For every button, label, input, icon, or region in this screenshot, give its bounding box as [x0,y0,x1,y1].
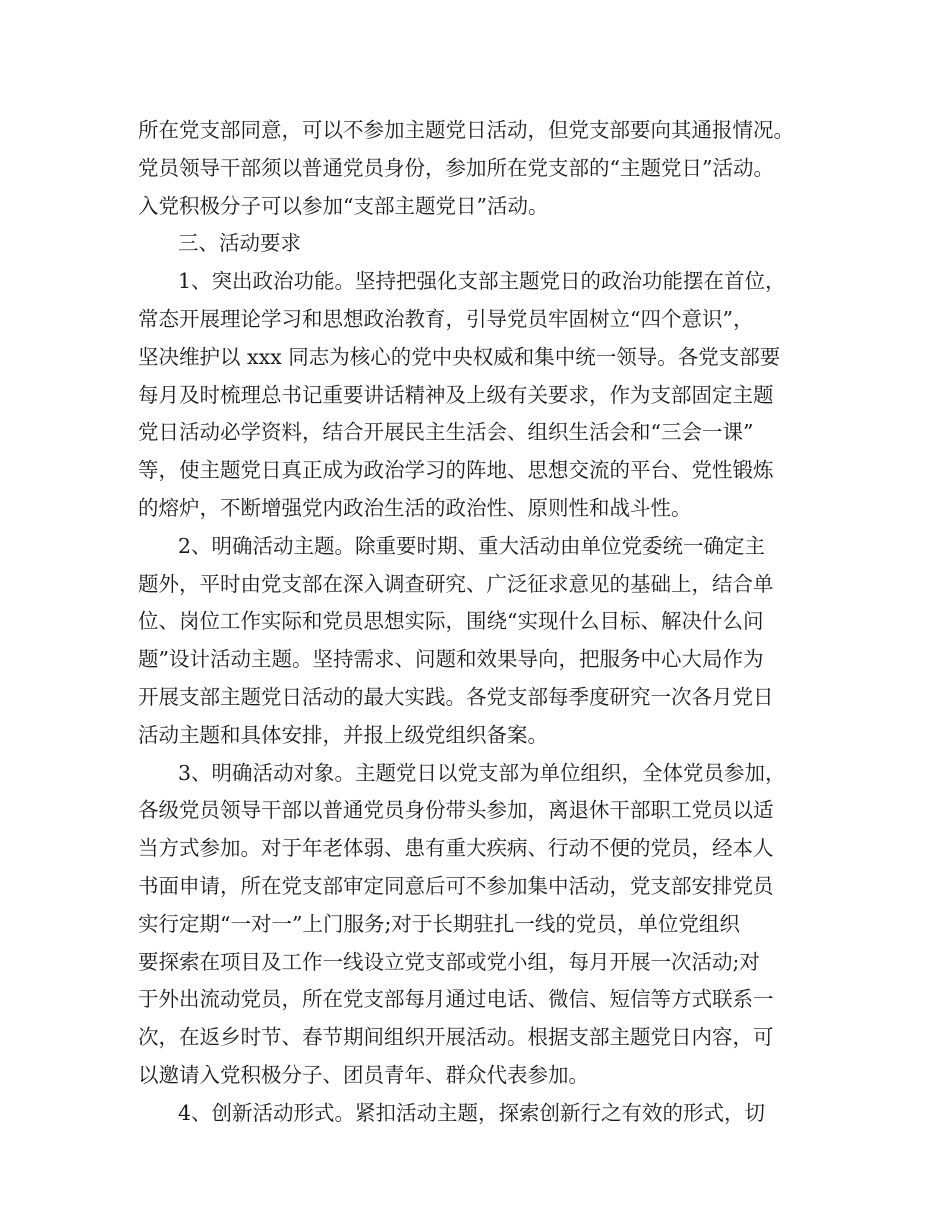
text-line: 的熔炉，不断增强党内政治生活的政治性、原则性和战斗性。 [138,495,692,520]
text-line: 所在党支部同意，可以不参加主题党日活动，但党支部要向其通报情况。 [138,118,794,142]
text-line: 题外，平时由党支部在深入调查研究、广泛征求意见的基础上，结合单 [138,571,774,596]
document-body [138,112,818,1133]
text-line: 要探索在项目及工作一线设立党支部或党小组，每月开展一次活动;对 [138,949,760,974]
text-line: 位、岗位工作实际和党员思想实际，围绕“实现什么目标、解决什么问 [138,609,764,634]
text-line: 次，在返乡时节、春节期间组织开展活动。根据支部主题党日内容，可 [138,1025,774,1050]
text-line: 于外出流动党员，所在党支部每月通过电话、微信、短信等方式联系一 [138,987,774,1012]
text-line: 党日活动必学资料，结合开展民主生活会、组织生活会和“三会一课” [138,420,754,445]
text-line: 等，使主题党日真正成为政治学习的阵地、思想交流的平台、党性锻炼 [138,458,774,483]
text-line: 各级党员领导干部以普通党员身份带头参加，离退休干部职工党员以适 [138,798,774,823]
text-line: 题”设计活动主题。坚持需求、问题和效果导向，把服务中心大局作为 [138,647,764,672]
section-heading: 三、活动要求 [178,231,301,256]
text-line: 入党积极分子可以参加“支部主题党日”活动。 [138,193,549,218]
text-line: 党员领导干部须以普通党员身份，参加所在党支部的“主题党日”活动。 [138,155,774,180]
text-line: 开展支部主题党日活动的最大实践。各党支部每季度研究一次各月党日 [138,684,774,709]
text-line: 坚决维护以 xxx 同志为核心的党中央权威和集中统一领导。各党支部要 [138,344,781,369]
text-line: 以邀请入党积极分子、团员青年、群众代表参加。 [138,1062,589,1087]
text-line: 当方式参加。对于年老体弱、患有重大疾病、行动不便的党员，经本人 [138,836,774,861]
text-line: 实行定期“一对一”上门服务;对于长期驻扎一线的党员，单位党组织 [138,911,740,936]
text-line: 活动主题和具体安排，并报上级党组织备案。 [138,722,548,747]
text-line: 每月及时梳理总书记重要讲话精神及上级有关要求，作为支部固定主题 [138,382,774,407]
paragraph-first-line: 2、明确活动主题。除重要时期、重大活动由单位党委统一确定主 [178,533,766,558]
paragraph-first-line: 1、突出政治功能。坚持把强化支部主题党日的政治功能摆在首位， [178,269,786,294]
text-line: 书面申请，所在党支部审定同意后可不参加集中活动，党支部安排党员 [138,873,774,898]
text-line: 常态开展理论学习和思想政治教育，引导党员牢固树立“四个意识”， [138,306,754,331]
paragraph-first-line: 4、创新活动形式。紧扣活动主题，探索创新行之有效的形式，切 [178,1100,766,1125]
paragraph-first-line: 3、明确活动对象。主题党日以党支部为单位组织，全体党员参加， [178,760,786,785]
